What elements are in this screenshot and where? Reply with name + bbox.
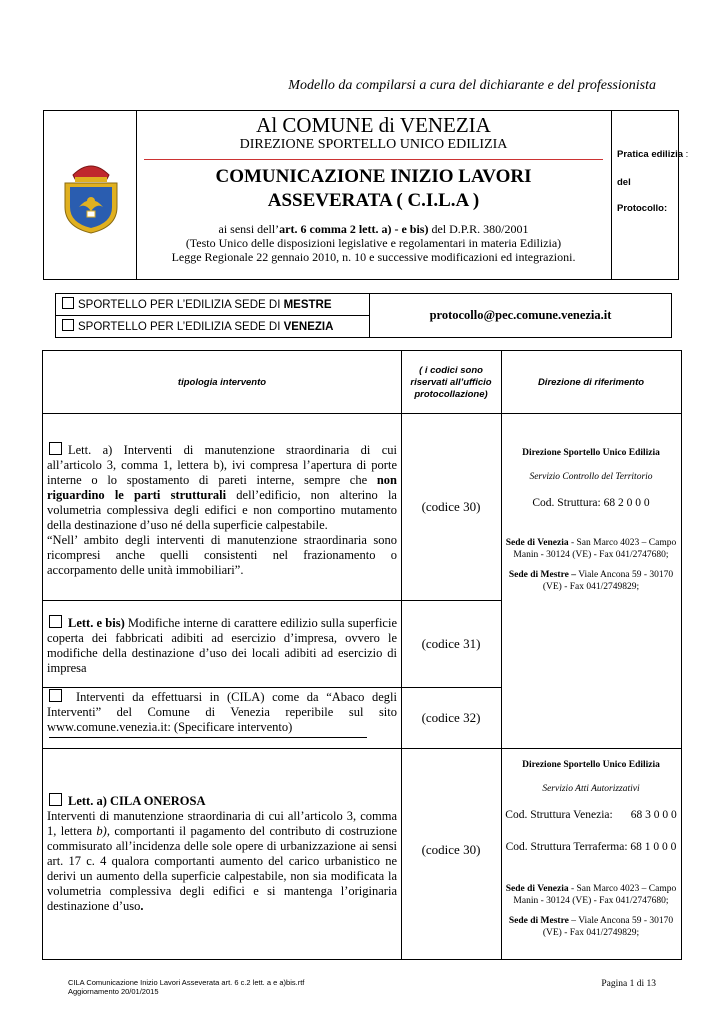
legal-line2: (Testo Unico delle disposizioni legislative e regolamentari in materia Edilizia) [185,236,562,250]
dir2-venezia-addr: - San Marco 4023 – Campo Manin - 30124 (VE) - Fax 041/2747680; [513,884,677,906]
pratica-label: Pratica edilizia : [617,149,689,160]
protocol-cell [611,111,689,279]
col-header-codici: ( i codici sono riservati all’ufficio protocollazione) [410,365,492,400]
lett-a-tail: dell’edificio, non alterino la volumetria complessiva degli edifici e non comportino mutamento della destinazione d’uso né della superficie calpestabile. [47,488,397,532]
venezia-label: SPORTELLO PER L’EDILIZIA SEDE DI [78,321,284,333]
venezia-bold: VENEZIA [283,321,334,333]
mestre-checkbox[interactable] [62,297,74,309]
dir1-title: Direzione Sportello Unico Edilizia [522,448,660,458]
code-30-a: (codice 30) [421,499,481,514]
row1-divider [43,600,501,601]
comune-heading: Al COMUNE di VENEZIA [256,113,491,137]
dir2-mestre-addr: – Viale Ancona 59 - 30170 (VE) - Fax 041/2749829; [542,916,674,938]
dir1-mestre-label: Sede di Mestre – [508,570,576,580]
dir2-cod-venezia [503,809,679,821]
abaco-specify-line[interactable] [49,737,367,738]
legal-reference [136,222,611,264]
legal-post: del D.P.R. 380/2001 [428,222,529,236]
sportello-venezia-row[interactable] [56,316,370,337]
del-label: del [617,177,631,188]
abaco-text: Interventi da effettuarsi in (CILA) come da “Abaco degli Interventi” del Comune di Venezia reperibile sul sito www.comune.venezia.it: (Specificare intervento) [47,690,397,734]
venezia-checkbox[interactable] [62,319,74,331]
dir2-cod-venezia-label: Cod. Struttura Venezia: [505,809,613,821]
footer-filename: CILA Comunicazione Inizio Lavori Asseverata art. 6 c.2 lett. a e a)bis.rtf [68,978,305,987]
dir1-venezia [503,537,679,561]
cila-onerosa-end: . [140,899,144,913]
header-box [43,110,689,280]
col-divider-2 [501,351,502,959]
row3-divider [43,748,681,749]
header-main [136,111,612,279]
row2-divider [43,687,501,688]
dir1-mestre-addr: Viale Ancona 59 - 30170 (VE) - Fax 041/2749829; [542,570,674,592]
col-divider-1 [401,351,402,959]
form-title-line1: COMUNICAZIONE INIZIO LAVORI [215,166,532,187]
abaco-checkbox[interactable] [49,689,62,702]
dir1-servizio: Servizio Controllo del Territorio [529,472,653,482]
lett-e-bis-checkbox[interactable] [49,615,62,628]
legal-pre: ai sensi dell’ [218,222,280,236]
top-note: Modello da compilarsi a cura del dichiarante e del professionista [288,78,656,93]
dir1-venezia-label: Sede di Venezia [505,538,569,548]
form-title [136,165,611,213]
cila-onerosa-text: Interventi di manutenzione straordinaria di cui all’articolo 3, comma 1, lettera [47,809,397,838]
lett-e-bis-bold: Lett. e bis) [68,616,125,630]
footer-updated: Aggiornamento 20/01/2015 [68,987,159,996]
dir2-servizio: Servizio Atti Autorizzativi [542,784,640,794]
footer-left [68,978,304,996]
col-header-direzione: Direzione di riferimento [537,377,645,388]
header-rule [144,159,603,160]
intervention-table [42,350,682,960]
pec-email: protocollo@pec.comune.venezia.it [429,308,612,322]
logo-cell [44,111,137,279]
legal-line3: Legge Regionale 22 gennaio 2010, n. 10 e successive modificazioni ed integrazioni. [171,250,576,264]
direzione-2 [503,759,679,939]
venezia-crest-icon [59,155,123,235]
cila-onerosa-checkbox[interactable] [49,793,62,806]
dir2-mestre-label: Sede di Mestre [508,916,569,926]
protocollo-label: Protocollo: [617,203,668,214]
cila-onerosa-title: Lett. a) CILA ONEROSA [68,794,206,808]
direzione-1 [503,447,679,593]
lett-a-extra: “Nell’ ambito degli interventi di manutenzione straordinaria sono ricompresi anche quelli consistenti nel frazionamento o accorpamento delle unità immobiliari”. [47,533,397,577]
dir2-cod-terraferma: Cod. Struttura Terraferma: 68 1 0 0 0 [505,841,677,853]
sportello-mestre-row[interactable] [56,294,370,316]
row-cila-onerosa [47,793,397,914]
dir2-venezia [503,883,679,907]
row-abaco [47,689,397,735]
dir2-mestre [503,915,679,939]
direzione-heading: DIREZIONE SPORTELLO UNICO EDILIZIA [239,137,508,152]
form-title-line2: ASSEVERATA ( C.I.L.A ) [267,190,480,211]
legal-bold: art. 6 comma 2 lett. a) - e bis) [279,222,429,236]
page-number: Pagina 1 di 13 [601,979,656,989]
col-header-tipologia: tipologia intervento [177,377,267,388]
dir1-cod: Cod. Struttura: 68 2 0 0 0 [532,497,650,509]
dir2-title: Direzione Sportello Unico Edilizia [522,760,660,770]
mestre-label: SPORTELLO PER L’EDILIZIA SEDE DI [78,299,284,311]
mestre-bold: MESTRE [283,299,332,311]
cila-onerosa-text-post: , comportanti il pagamento del contributo di costruzione commisurato all’incidenza delle sole opere di urbanizzazione ai sensi art. 17 c. 4 qualora comportanti aumento del carico urbanistico ne derivi un aumento della superficie calpestabile, non sia modificata la volumetria complessiva degli edifici e si mantenga l’originaria destinazione d’uso [47,824,397,913]
sportello-box [55,293,672,338]
row-lett-a [47,442,397,578]
header-row-divider [43,413,681,414]
code-32: (codice 32) [421,710,481,725]
cila-onerosa-b: b) [96,824,107,838]
row-lett-e-bis [47,615,397,676]
dir1-mestre [503,569,679,593]
code-30-onerosa: (codice 30) [421,842,481,857]
dir1-venezia-addr: - San Marco 4023 – Campo Manin - 30124 (VE) - Fax 041/2747680; [513,538,677,560]
lett-a-text: Lett. a) Interventi di manutenzione straordinaria di cui all’articolo 3, comma 1, lettera b), ivi compresa l’apertura di porte interne o lo spostamento di pareti interne, sempre che [47,443,397,487]
code-31: (codice 31) [421,636,481,651]
lett-e-bis-text: Modifiche interne di carattere edilizio sulla superficie coperta dei fabbricati adibiti ad esercizio d’impresa, ovvero le modifiche della destinazione d’uso dei locali adibiti ad esercizio di impresa [47,616,397,675]
lett-a-bold: non riguardino le parti strutturali [47,473,397,502]
dir2-cod-venezia-val: 68 3 0 0 0 [630,809,677,821]
dir2-venezia-label: Sede di Venezia [505,884,569,894]
lett-a-checkbox[interactable] [49,442,62,455]
